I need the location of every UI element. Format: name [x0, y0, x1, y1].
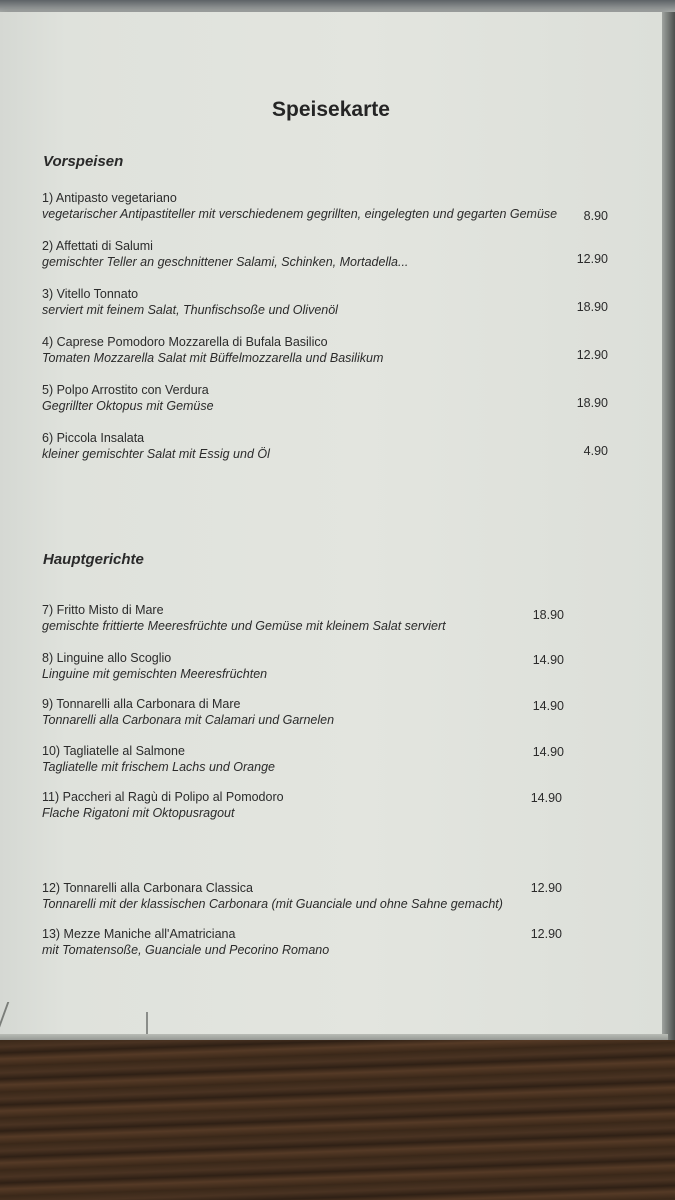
menu-item-6 — [42, 430, 608, 462]
item-price: 18.90 — [576, 300, 608, 314]
item-description: mit Tomatensoße, Guanciale und Pecorino Romano — [42, 943, 330, 957]
item-price: 14.90 — [530, 791, 562, 805]
item-description: Tonnarelli mit der klassischen Carbonara (mit Guanciale und ohne Sahne gemacht) — [42, 897, 503, 911]
item-name: 7) Fritto Misto di Mare — [42, 603, 164, 617]
item-name: 2) Affettati di Salumi — [42, 239, 153, 253]
item-description: Tonnarelli alla Carbonara mit Calamari und Garnelen — [42, 713, 335, 727]
item-name: 11) Paccheri al Ragù di Polipo al Pomodoro — [42, 790, 284, 804]
item-price: 12.90 — [530, 927, 562, 941]
menu-item-12 — [42, 880, 608, 912]
item-description: Tagliatelle mit frischem Lachs und Orange — [42, 760, 275, 774]
item-price: 12.90 — [576, 348, 608, 362]
item-price: 12.90 — [576, 252, 608, 266]
item-price: 18.90 — [576, 396, 608, 410]
item-name: 8) Linguine allo Scoglio — [42, 651, 172, 665]
item-description: gemischte frittierte Meeresfrüchte und Gemüse mit kleinem Salat serviert — [42, 619, 446, 633]
section-heading-starters: Vorspeisen — [43, 153, 124, 170]
menu-item-1 — [42, 190, 608, 222]
item-price: 8.90 — [583, 209, 608, 223]
menu-item-9 — [42, 696, 608, 728]
item-name: 9) Tonnarelli alla Carbonara di Mare — [42, 697, 241, 711]
menu-sleeve-edge — [662, 12, 675, 1042]
menu-item-11 — [42, 789, 608, 821]
item-price: 18.90 — [532, 608, 564, 622]
item-price: 14.90 — [532, 699, 564, 713]
menu-title: Speisekarte — [272, 98, 390, 121]
item-description: vegetarischer Antipastiteller mit verschiedenem gegrillten, eingelegten und gegarten Gemüse — [42, 207, 558, 221]
menu-item-5 — [42, 382, 608, 414]
menu-item-3 — [42, 286, 608, 318]
item-price: 4.90 — [583, 444, 608, 458]
item-name: 12) Tonnarelli alla Carbonara Classica — [42, 881, 253, 895]
item-description: gemischter Teller an geschnittener Salami, Schinken, Mortadella... — [42, 255, 409, 269]
item-price: 14.90 — [532, 745, 564, 759]
item-name: 10) Tagliatelle al Salmone — [42, 744, 185, 758]
menu-item-13 — [42, 926, 608, 958]
menu-page — [0, 12, 662, 1042]
item-description: kleiner gemischter Salat mit Essig und Öl — [42, 447, 270, 461]
item-description: serviert mit feinem Salat, Thunfischsoße und Olivenöl — [42, 303, 338, 317]
item-name: 3) Vitello Tonnato — [42, 287, 139, 301]
section-heading-mains: Hauptgerichte — [43, 551, 144, 568]
menu-item-10 — [42, 743, 608, 775]
item-price: 14.90 — [532, 653, 564, 667]
item-description: Gegrillter Oktopus mit Gemüse — [42, 399, 214, 413]
item-description: Flache Rigatoni mit Oktopusragout — [42, 806, 235, 820]
item-name: 4) Caprese Pomodoro Mozzarella di Bufala Basilico — [42, 335, 328, 349]
item-name: 1) Antipasto vegetariano — [42, 191, 177, 205]
menu-item-4 — [42, 334, 608, 366]
item-description: Tomaten Mozzarella Salat mit Büffelmozzarella und Basilikum — [42, 351, 384, 365]
menu-item-2 — [42, 238, 608, 270]
item-name: 5) Polpo Arrostito con Verdura — [42, 383, 209, 397]
wooden-table — [0, 1040, 675, 1200]
menu-item-7 — [42, 602, 608, 634]
item-description: Linguine mit gemischten Meeresfrüchten — [42, 667, 268, 681]
item-name: 6) Piccola Insalata — [42, 431, 145, 445]
menu-item-8 — [42, 650, 608, 682]
item-price: 12.90 — [530, 881, 562, 895]
item-name: 13) Mezze Maniche all'Amatriciana — [42, 927, 236, 941]
